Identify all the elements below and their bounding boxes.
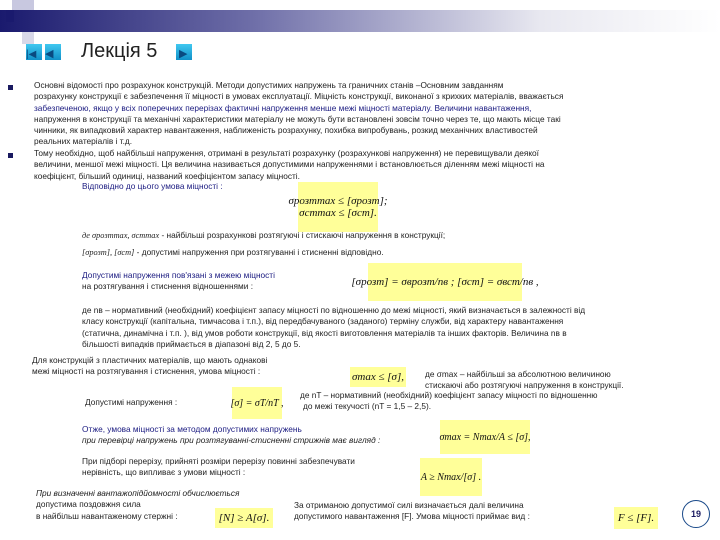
allowable-relation-text: Допустимі напруження пов'язані з межею міцності на розтягування і стиснення відношеннями : <box>82 270 275 292</box>
header-bar <box>0 10 720 32</box>
capacity-text: При визначенні вантажопідйомності обчислюється допустима поздовжня сила в найбільш навантаженому стержні : <box>36 488 240 521</box>
formula-selection: A ≥ Nmax/[σ] . <box>420 458 482 496</box>
formula-yield: [σ] = σT/nT , <box>232 387 282 419</box>
formula-allowable-ultimate: [σрозт] = σврозт/nв ; [σст] = σвст/nв , <box>368 263 522 301</box>
load-text: За отриманою допустимої силі визначається далі величина допустимого навантаження [F]. Умова міцності приймає вид : <box>294 500 530 522</box>
decor-square <box>12 0 34 10</box>
nt-description: де nT – нормативний (необхідний) коефіцієнт запасу міцності по відношенню до межі текучості (nT = 1,5 – 2,5). <box>300 390 598 412</box>
allowable-stress-note: [σрозт], [σст] - допустимі напруження при розтягуванні і стисненні відповідно. <box>82 247 384 257</box>
prev-slide-icon: ◀ <box>45 48 54 60</box>
selection-text: При підборі перерізу, прийняті розміри перерізу повинні забезпечувати нерівність, що випливає з умови міцності : <box>82 456 355 478</box>
page-number-badge <box>682 500 710 528</box>
bullet1-text: Основні відомості про розрахунок конструкцій. Методи допустимих напружень та граничних станів –Основним завданням розрахунку конструкції є забезпечення її міцності в умовах експлуатації. Міцність конструкції, виконаної з крихких матеріалів, вважається забезпеченою, якщо у всіх поперечних перерізах фактичні напруження менше межі міцності матеріалу. Величини навантаження, напруження в конструкції та механічні характеристики матеріалу не можуть бути встановлені зовсім точно через те, що мають місце такі чинники, як випадковий характер навантаження, наближеність розрахунку, похибка випробувань, розкид механічних властивостей реальних матеріалів і т.д. <box>34 80 564 147</box>
allowable-label: Допустимі напруження : <box>85 397 178 407</box>
condition-intro: Відповідно до цього умова міцності : <box>82 181 223 191</box>
max-stress-note: де σрозтmax, σстmax - найбільші розрахункові розтягуючі і стискаючі напруження в конструкції; <box>82 230 446 240</box>
next-slide-icon: ▶ <box>179 48 188 60</box>
page-number: 19 <box>690 509 701 519</box>
first-slide-icon: |◀ <box>26 49 37 60</box>
formula-capacity: [N] ≥ A[σ]. <box>215 508 273 528</box>
decor-square <box>22 32 34 44</box>
thus-text: Отже, умова міцності за методом допустимих напружень при перевірці напружень при розтягуванні-стисненні стрижнів має вигляд : <box>82 424 381 446</box>
formula-strength-condition: σрозтmax ≤ [σрозт]; σстmax ≤ [σст]. <box>298 182 378 232</box>
next-slide-button[interactable] <box>176 44 192 60</box>
plastic-text: Для конструкцій з пластичних матеріалів, що мають однакові межі міцності на розтягування і стиснення, умова міцності : <box>32 355 268 377</box>
bullet-marker <box>8 85 13 90</box>
slide-title: Лекція 5 <box>81 40 158 62</box>
prev-slide-button[interactable] <box>45 44 61 60</box>
first-slide-button[interactable] <box>26 44 42 60</box>
bullet2-text: Тому необхідно, щоб найбільші напруження, отримані в результаті розрахунку (розрахункові напруження) не перевищували деякої величини, меншої межі міцності. Ця величина називається допустимими напруженнями і встановлюється діленням межі міцності на коефіцієнт, більший одиниці, названий коефіцієнтом запасу міцності. <box>34 148 545 181</box>
formula-check: σmax = Nmax/A ≤ [σ], <box>440 420 530 454</box>
bullet-marker <box>8 153 13 158</box>
formula-load: F ≤ [F]. <box>614 507 658 529</box>
formula-plastic: σmax ≤ [σ], <box>350 367 406 387</box>
plastic-desc: де σmax – найбільші за абсолютною величиною стискаючі або розтягуючі напруження в конструкції. <box>425 369 624 391</box>
nb-description: де nв – нормативний (необхідний) коефіцієнт запасу міцності по відношенню до межі міцності, який визначається в залежності від класу конструкції (капітальна, тимчасова і т.п.), від передбачуваного (заданого) терміну служби, від характеру навантаження (статична, динамічна і т.п. ), від умов роботи конструкції, від якості виготовлення матеріалів та інших факторів. Величина nв в більшості випадків приймається в діапазоні від 2, 5 до 5. <box>82 305 586 349</box>
decor-square <box>6 10 14 22</box>
